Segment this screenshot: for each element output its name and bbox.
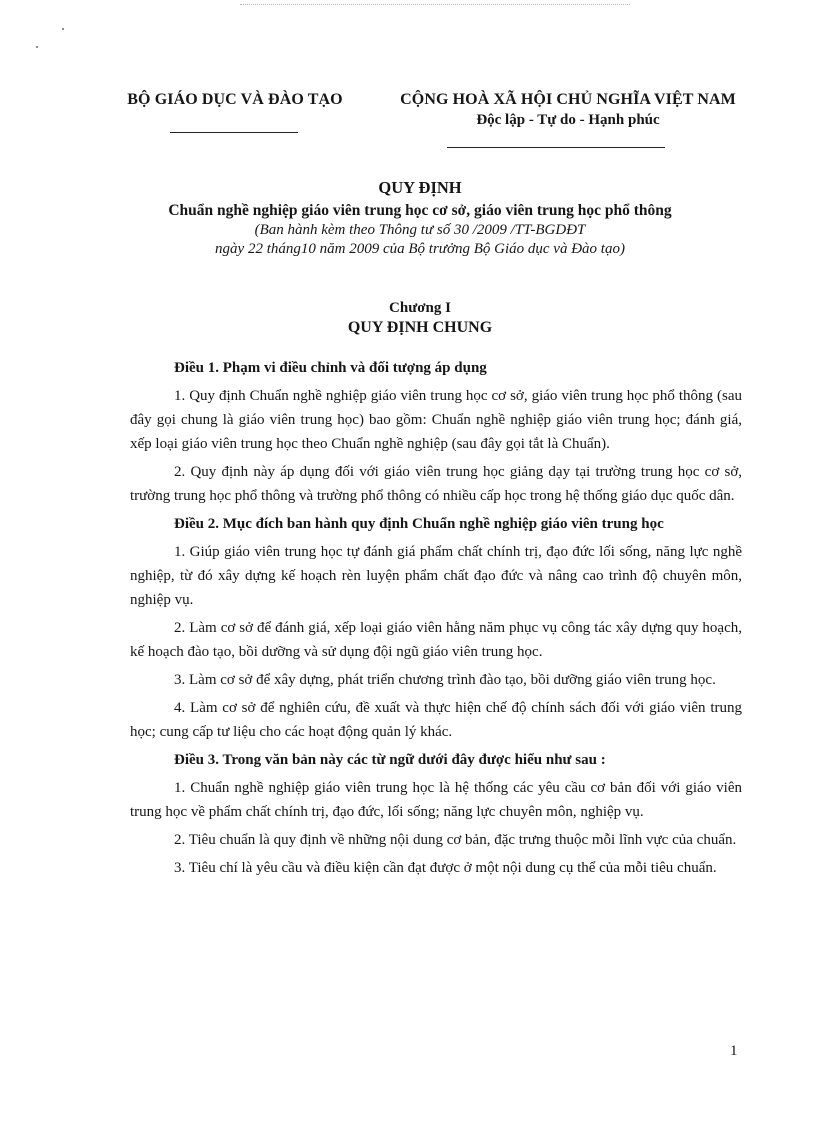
scan-artifact bbox=[240, 4, 630, 6]
scan-speck bbox=[62, 28, 64, 30]
republic-name: CỘNG HOÀ XÃ HỘI CHỦ NGHĨA VIỆT NAM bbox=[400, 91, 736, 108]
ministry-underline bbox=[170, 132, 298, 133]
header-republic-block bbox=[373, 91, 763, 129]
motto-underline bbox=[447, 147, 665, 148]
paragraph: 2. Tiêu chuẩn là quy định về những nội dung cơ bản, đặc trưng thuộc mỗi lĩnh vực của chuẩn. bbox=[174, 832, 737, 848]
paragraph: 1. Quy định Chuẩn nghề nghiệp giáo viên trung học cơ sở, giáo viên trung học phổ thông (sau đây gọi chung là giáo viên trung học) bao gồm: Chuẩn nghề nghiệp giáo viên trung học; đánh giá, xếp loại giáo viên trung học theo Chuẩn nghề nghiệp (sau đây gọi tắt là Chuẩn). bbox=[130, 388, 742, 452]
article-heading: Điều 1. Phạm vi điều chỉnh và đối tượng áp dụng bbox=[174, 360, 487, 376]
title-block bbox=[100, 178, 740, 258]
ministry-name: BỘ GIÁO DỤC VÀ ĐÀO TẠO bbox=[127, 91, 343, 108]
issued-note-line2: ngày 22 tháng10 năm 2009 của Bộ trưởng Bộ Giáo dục và Đào tạo) bbox=[215, 241, 625, 257]
article-heading: Điều 3. Trong văn bản này các từ ngữ dưới đây được hiểu như sau : bbox=[174, 752, 606, 768]
paragraph: 2. Làm cơ sở để đánh giá, xếp loại giáo viên hằng năm phục vụ công tác xây dựng quy hoạch, kế hoạch đào tạo, bồi dưỡng và sử dụng đội ngũ giáo viên trung học. bbox=[130, 620, 742, 660]
chapter-heading bbox=[100, 300, 740, 337]
paragraph: 3. Làm cơ sở để xây dựng, phát triển chương trình đào tạo, bồi dưỡng giáo viên trung học. bbox=[174, 672, 716, 688]
document-title: QUY ĐỊNH bbox=[378, 178, 462, 197]
paragraph: 1. Chuẩn nghề nghiệp giáo viên trung học là hệ thống các yêu cầu cơ bản đối với giáo viên trung học về phẩm chất chính trị, đạo đức, lối sống; năng lực chuyên môn, nghiệp vụ. bbox=[130, 780, 742, 820]
paragraph: 1. Giúp giáo viên trung học tự đánh giá phẩm chất chính trị, đạo đức lối sống, năng lực nghề nghiệp, từ đó xây dựng kế hoạch rèn luyện phẩm chất đạo đức và nâng cao trình độ chuyên môn, nghiệp vụ. bbox=[130, 544, 742, 608]
chapter-label: Chương I bbox=[389, 300, 451, 316]
chapter-name: QUY ĐỊNH CHUNG bbox=[347, 319, 493, 336]
paragraph: 2. Quy định này áp dụng đối với giáo viên trung học giảng dạy tại trường trung học cơ sở, trường trung học phổ thông và trường phổ thông có nhiều cấp học trong hệ thống giáo dục quốc dân. bbox=[130, 464, 742, 504]
document-subtitle: Chuẩn nghề nghiệp giáo viên trung học cơ sở, giáo viên trung học phổ thông bbox=[168, 202, 672, 219]
issued-note-line1: (Ban hành kèm theo Thông tư số 30 /2009 /TT-BGDĐT bbox=[254, 222, 586, 238]
page-number: 1 bbox=[730, 1043, 738, 1059]
header-ministry-block bbox=[120, 91, 350, 109]
scan-speck bbox=[36, 46, 38, 48]
paragraph: 3. Tiêu chí là yêu cầu và điều kiện cần đạt được ở một nội dung cụ thể của mỗi tiêu chuẩn. bbox=[174, 860, 717, 876]
document-body bbox=[130, 356, 742, 884]
paragraph: 4. Làm cơ sở để nghiên cứu, đề xuất và thực hiện chế độ chính sách đối với giáo viên trung học; cung cấp tư liệu cho các hoạt động quản lý khác. bbox=[130, 700, 742, 740]
article-heading: Điều 2. Mục đích ban hành quy định Chuẩn nghề nghiệp giáo viên trung học bbox=[174, 516, 664, 532]
national-motto: Độc lập - Tự do - Hạnh phúc bbox=[476, 112, 660, 128]
